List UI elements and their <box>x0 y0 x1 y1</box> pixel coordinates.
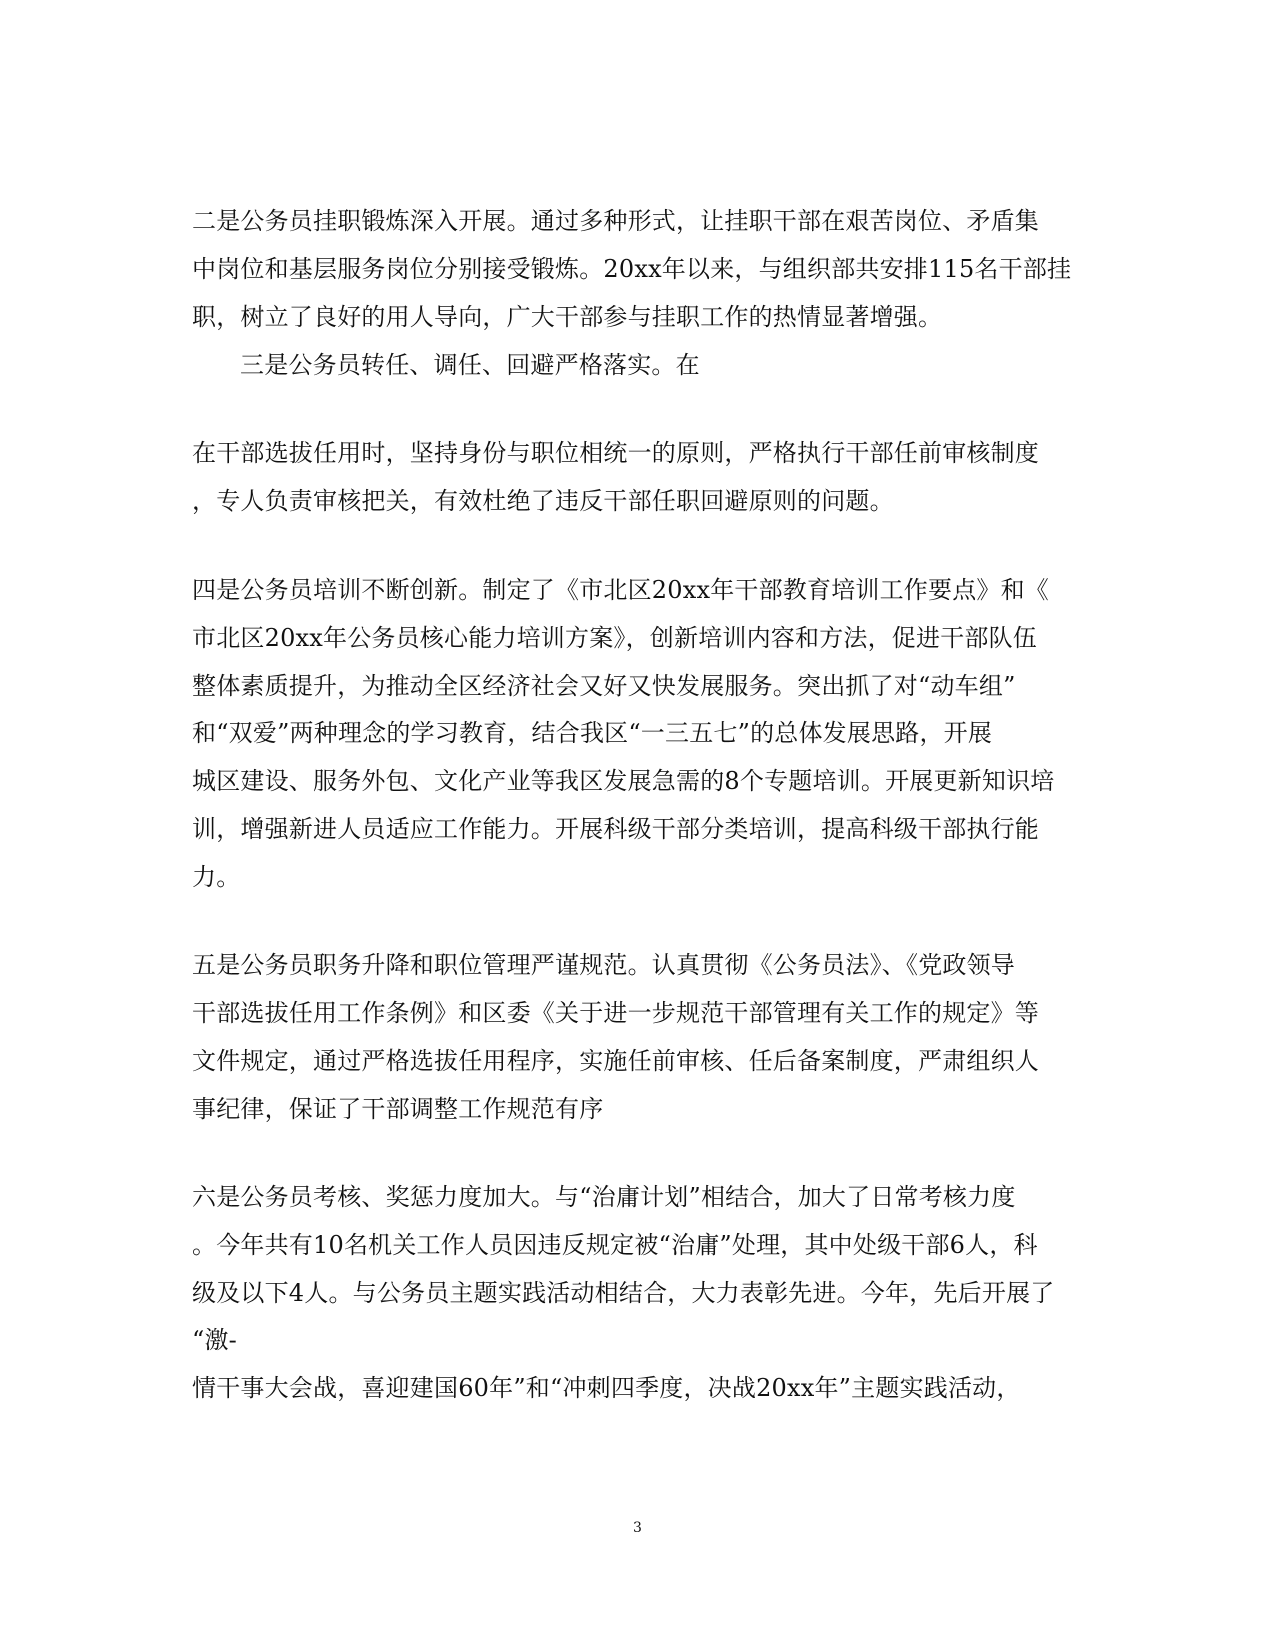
paragraph-line: ，专人负责审核把关，有效杜绝了违反干部任职回避原则的问题。 <box>192 487 894 515</box>
paragraph-line: 和“双爱”两种理念的学习教育，结合我区“一三五七”的总体发展思路，开展 <box>192 719 993 747</box>
paragraph-line: 六是公务员考核、奖惩力度加大。与“治庸计划”相结合，加大了日常考核力度 <box>192 1183 1016 1211</box>
paragraph-line: 干部选拔任用工作条例》和区委《关于进一步规范干部管理有关工作的规定》等 <box>192 999 1039 1027</box>
paragraph-line: 在干部选拔任用时，坚持身份与职位相统一的原则，严格执行干部任前审核制度 <box>192 439 1039 467</box>
paragraph-line: 级及以下4人。与公务员主题实践活动相结合，大力表彰先进。今年，先后开展了 <box>192 1279 1055 1307</box>
paragraph-line: 二是公务员挂职锻炼深入开展。通过多种形式，让挂职干部在艰苦岗位、矛盾集 <box>192 207 1039 235</box>
paragraph-line: 三是公务员转任、调任、回避严格落实。在 <box>240 351 700 379</box>
paragraph-line: 力。 <box>192 863 241 891</box>
paragraph-line: 情干事大会战，喜迎建国60年”和“冲刺四季度，决战20xx年”主题实践活动， <box>192 1374 1021 1402</box>
paragraph-line: 市北区20xx年公务员核心能力培训方案》，创新培训内容和方法，促进干部队伍 <box>192 624 1038 652</box>
paragraph-line: 职，树立了良好的用人导向，广大干部参与挂职工作的热情显著增强。 <box>192 303 943 331</box>
paragraph-line: 文件规定，通过严格选拔任用程序，实施任前审核、任后备案制度，严肃组织人 <box>192 1047 1039 1075</box>
paragraph-line: 四是公务员培训不断创新。制定了《市北区20xx年干部教育培训工作要点》和《 <box>192 576 1050 604</box>
paragraph-line: 城区建设、服务外包、文化产业等我区发展急需的8个专题培训。开展更新知识培 <box>192 767 1055 795</box>
paragraph-line: 五是公务员职务升降和职位管理严谨规范。认真贯彻《公务员法》、《党政领导 <box>192 951 1015 979</box>
paragraph-line: 事纪律，保证了干部调整工作规范有序 <box>192 1095 604 1123</box>
paragraph-line: 。今年共有10名机关工作人员因违反规定被“治庸”处理，其中处级干部6人，科 <box>192 1231 1038 1259</box>
paragraph-line: “激- <box>192 1326 237 1354</box>
paragraph-line: 中岗位和基层服务岗位分别接受锻炼。20xx年以来，与组织部共安排115名干部挂 <box>192 255 1072 283</box>
paragraph-line: 训，增强新进人员适应工作能力。开展科级干部分类培训，提高科级干部执行能 <box>192 815 1039 843</box>
page-number: 3 <box>633 1520 642 1536</box>
paragraph-line: 整体素质提升，为推动全区经济社会又好又快发展服务。突出抓了对“动车组” <box>192 672 1016 700</box>
